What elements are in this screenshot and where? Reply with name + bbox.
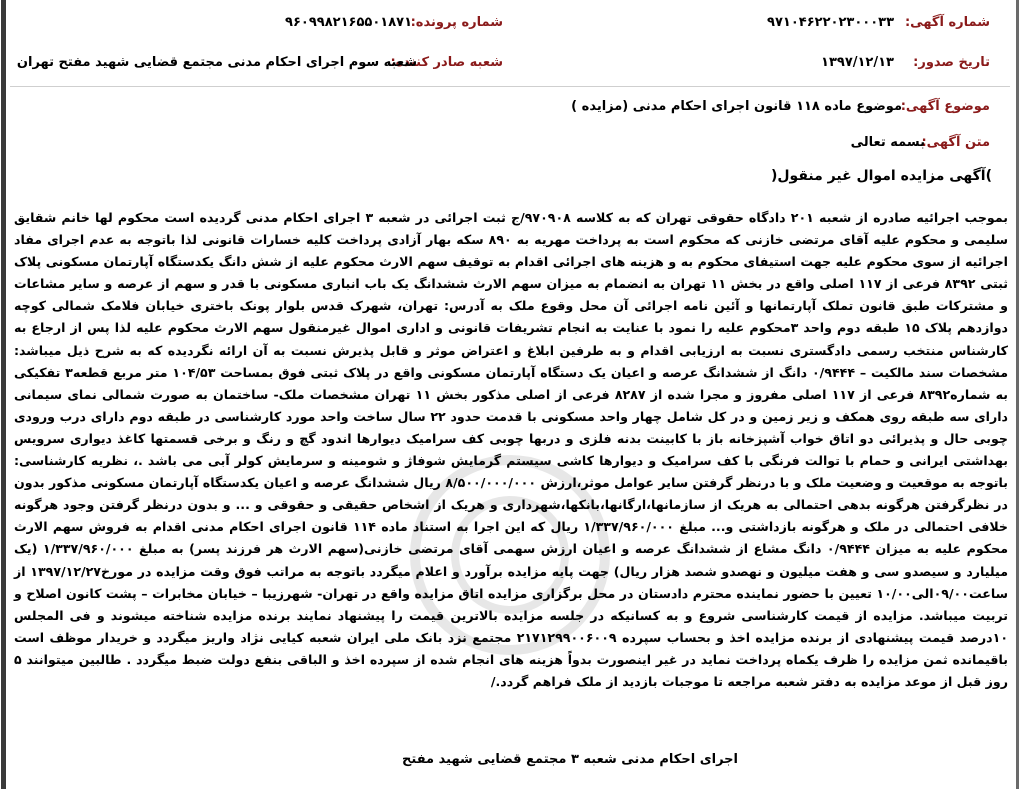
subject-value: موضوع ماده ۱۱۸ قانون اجرای احکام مدنی (مزایده ): [571, 99, 902, 114]
header-divider: [10, 86, 1010, 87]
right-edge-bar: [1016, 0, 1019, 789]
file-number-value: ۹۶۰۹۹۸۲۱۶۵۵۰۱۸۷۱: [285, 15, 412, 30]
issuer-value: شعبه سوم اجرای احکام مدنی مجتمع قضایی شهید مفتح تهران: [16, 55, 417, 70]
subject-label: موضوع آگهی:: [900, 99, 990, 114]
file-number-label: شماره پرونده:: [410, 15, 503, 30]
announcement-title: )آگهی مزایده اموال غیر منقول(: [771, 168, 992, 184]
ad-number-value: ۹۷۱۰۴۶۲۲۰۲۳۰۰۰۳۳: [767, 15, 894, 30]
announcement-body: [14, 207, 1008, 693]
ad-number-label: شماره آگهی:: [904, 15, 990, 30]
body-paragraph: بموجب اجرائیه صادره از شعبه ۲۰۱ دادگاه حقوقی تهران که به کلاسه ۹۷۰۹۰۸/ج ثبت اجرائی در شعبه ۳ اجرای احکام مدنی گردیده است محکوم لها خانم شقایق سلیمی و محکوم علیه آقای مرتضی خازنی که محکوم است به پرداخت مهریه به ۸۹۰ سکه بهار آزادی پرداخت کلیه خسارات قانونی لذا باتوجه به عدم اجرای مفاد اجرائیه از سوی محکوم علیه جهت استیفای محکوم به و هزینه های اجرائی اقدام به توقیف سهم الارث محکوم علیه از شش دانگ یکدستگاه آپارتمان مسکونی پلاک ثبتی ۸۳۹۲ فرعی از ۱۱۷ اصلی واقع در بخش ۱۱ تهران به انضمام به میزان سهم الارث ششدانگ یک باب انباری مسکونی با قدر و سهم از عرصه و سایر مشاعات و مشترکات طبق قانون تملک آپارتمانها و آئین نامه اجرائی آن محل وقوع ملک به آدرس: تهران، شهرک قدس بلوار پونک باختری خیابان فلامک شمالی کوچه دوازدهم پلاک ۱۵ طبقه دوم واحد ۳محکوم علیه را نمود با عنایت به انجام تشریفات قانونی و اداری اموال غیرمنقول سهم الارث محکوم علیه لذا پس از ارجاع به کارشناس منتخب رسمی دادگستری نسبت به ارزیابی اقدام و به طرفین ابلاغ و اعتراض موثر و قابل پذیرش نسبت به آن ارائه نگردیده که به شرح ذیل میباشد: مشخصات سند مالکیت – ۰/۹۴۴۴ دانگ از ششدانگ عرصه و اعیان یک دستگاه آپارتمان مسکونی واقع در پلاک ثبتی فوق بمساحت ۱۰۴/۵۳ متر مربع قطعه۳ تفکیکی به شماره۸۳۹۲ فرعی از ۱۱۷ اصلی مفروز و مجرا شده از ۸۲۸۷ فرعی از اصلی مذکور بخش ۱۱ تهران مشخصات ملک- ساختمان به صورت شمالی نمای سیمانی دارای سه طبقه روی همکف و زیر زمین و در کل شامل چهار واحد مسکونی با قدمت حدود ۲۲ سال ساخت واحد مورد کارشناسی در طبقه دوم دارای درب ورودی چوبی حال و پذیرائی دو اتاق خواب آشپزخانه باز با کابینت بدنه فلزی و دربها چوبی کف سرامیک دیوارها اندود گچ و رنگ و برخی قسمتها کاغذ دیواری سرویس بهداشتی ایرانی و حمام با توالت فرنگی با کف سرامیک و دیوارها کاشی سیستم گرمایش شوفاژ و شومینه و سرمایش کولر آبی می باشد .، نظریه کارشناسی: باتوجه به موقعیت و وضعیت ملک و با درنظر گرفتن سایر عوامل موثر،ارزش ۸/۵۰۰/۰۰۰/۰۰۰ ریال ششدانگ عرصه و اعیان یکدستگاه آپارتمان مسکونی مذکور بدون در نظرگرفتن هرگونه بدهی احتمالی به هریک از سازمانها،ارگانها،بانکها،شهرداری و هریک از اشخاص حقیقی و حقوقی و ... و بدون درنظر گرفتن وجود هرگونه خلافی احتمالی در ملک و هرگونه بازداشتی و... مبلغ ۱/۳۳۷/۹۶۰/۰۰۰ ریال که این اجرا به استناد ماده ۱۱۴ قانون اجرای احکام مدنی اقدام به فروش سهم الارث محکوم علیه به میزان ۰/۹۴۴۴ دانگ مشاع از ششدانگ عرصه و اعیان ارزش سهمی آقای مرتضی خازنی(سهم الارث هر فرزند پسر) به مبلغ ۱/۳۳۷/۹۶۰/۰۰۰ (یک میلیارد و سیصدو سی و هفت میلیون و نهصدو شصد هزار ریال) جهت پایه مزایده برآورد و اعلام میگردد باتوجه به مراتب فوق وقت مزایده در مورخ۱۳۹۷/۱۲/۲۷ از ساعت۰۹/۰۰الی۱۰/۰۰ تعیین با حضور نماینده محترم دادستان در محل برگزاری مزایده اتاق مزایده واقع در تهران- شهرزیبا – خیابان مخابرات – پشت کانون اصلاح و تربیت میباشد. مزایده از قیمت کارشناسی شروع و به کسانیکه در جلسه مزایده بالاترین قیمت را پیشنهاد نمایند برنده مزایده شناخته میشوند و فی المجلس ۱۰درصد قیمت پیشنهادی از برنده مزایده اخذ و بحساب سپرده ۲۱۷۱۲۹۹۰۰۶۰۰۹ مجتمع نزد بانک ملی ایران شعبه کیایی نژاد واریز میگردد و خریدار موظف است باقیمانده ثمن مزایده را ظرف یکماه پرداخت نماید در غیر اینصورت بدواً هزینه های انجام شده از سپرده اخذ و الباقی بنفع دولت ضبط میگردد . طالبین میتوانند ۵ روز قبل از موعد مزایده به دفتر شعبه مراجعه تا موجبات بازدید از ملک فراهم گردد./: [14, 210, 1009, 689]
left-edge-bar: [1, 0, 6, 789]
text-value: بسمه تعالی: [850, 135, 925, 150]
issue-date-value: ۱۳۹۷/۱۲/۱۳: [821, 55, 894, 70]
text-label: متن آگهی:: [921, 135, 990, 150]
signature: اجرای احکام مدنی شعبه ۳ مجتمع قضایی شهید مفتح: [402, 752, 738, 767]
issuer-label: شعبه صادر کننده:: [390, 55, 503, 70]
issue-date-label: تاریخ صدور:: [913, 55, 990, 70]
